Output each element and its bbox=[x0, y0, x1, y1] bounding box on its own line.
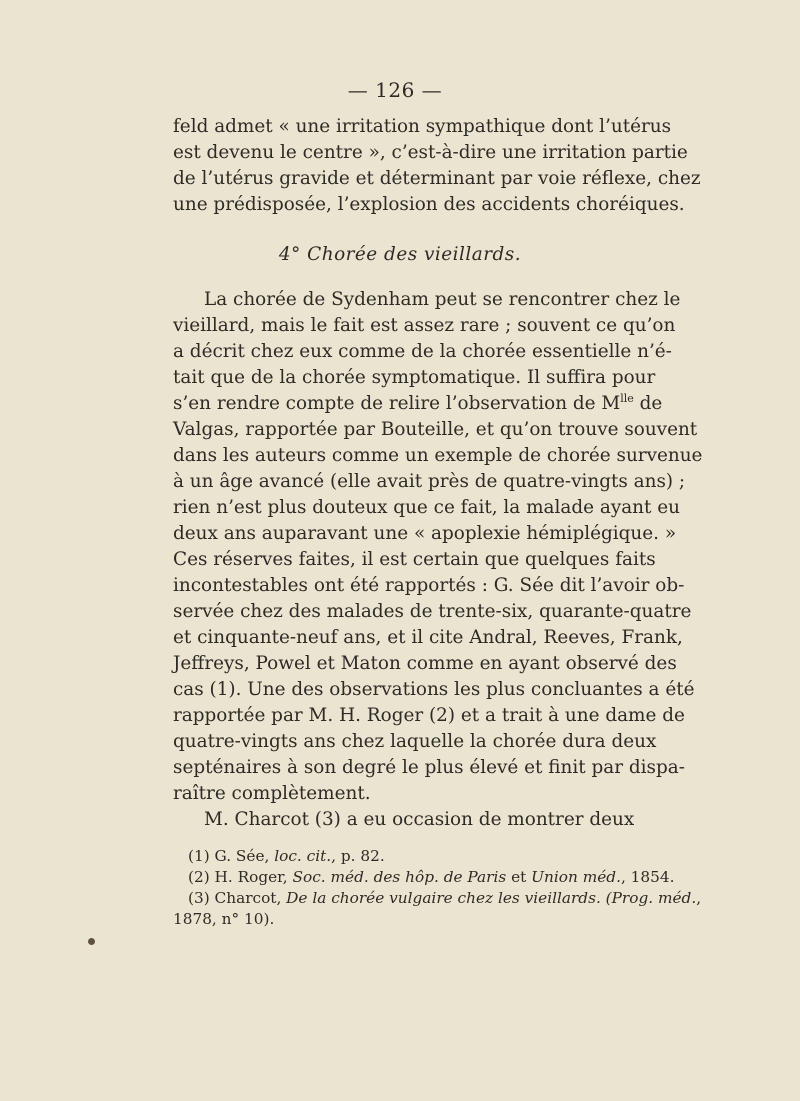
footnote-1 bbox=[188, 846, 640, 867]
text-line: quatre-vingts ans chez laquelle la chorée dura deux bbox=[173, 731, 657, 752]
footnote-text: , p. 82. bbox=[331, 847, 385, 865]
footnote-3 bbox=[188, 888, 702, 909]
text-line: rien n’est plus douteux que ce fait, la malade ayant eu bbox=[173, 497, 680, 518]
footnote-text: et bbox=[506, 868, 532, 886]
text-line: Ces réserves faites, il est certain que quelques faits bbox=[173, 549, 656, 570]
text-line: septénaires à son degré le plus élevé et finit par dispa- bbox=[173, 757, 685, 778]
footnote-text: (3) Charcot, bbox=[188, 889, 287, 907]
text-line: a décrit chez eux comme de la chorée essentielle n’é- bbox=[173, 341, 672, 362]
text-line: deux ans auparavant une « apoplexie hémiplégique. » bbox=[173, 523, 677, 544]
superscript: lle bbox=[620, 392, 634, 405]
section-heading: 4° Chorée des vieillards. bbox=[278, 244, 522, 265]
text-line: vieillard, mais le fait est assez rare ; souvent ce qu’on bbox=[173, 315, 676, 336]
text-line: rapportée par M. H. Roger (2) et a trait à une dame de bbox=[173, 705, 685, 726]
text-line: à un âge avancé (elle avait près de quatre-vingts ans) ; bbox=[173, 471, 686, 492]
text-line: La chorée de Sydenham peut se rencontrer chez le bbox=[204, 289, 681, 310]
text-segment: s’en rendre compte de relire l’observation de M bbox=[173, 393, 621, 414]
footnote-text: (2) H. Roger, bbox=[188, 868, 293, 886]
footnote-3-continued: 1878, n° 10). bbox=[173, 910, 275, 928]
text-line: Valgas, rapportée par Bouteille, et qu’on trouve souvent bbox=[173, 419, 698, 440]
page-number: — 126 — bbox=[347, 78, 443, 102]
footnote-italic: loc. cit. bbox=[274, 847, 332, 865]
text-line: dans les auteurs comme un exemple de chorée survenue bbox=[173, 445, 703, 466]
text-line: tait que de la chorée symptomatique. Il suffira pour bbox=[173, 367, 656, 388]
footnote-text: , bbox=[696, 889, 702, 907]
ink-blot bbox=[88, 938, 95, 945]
footnote-text: (1) G. Sée, bbox=[188, 847, 275, 865]
text-line: feld admet « une irritation sympathique dont l’utérus bbox=[173, 116, 672, 137]
paragraph-charcot: M. Charcot (3) a eu occasion de montrer deux bbox=[204, 809, 635, 830]
text-line: de l’utérus gravide et déterminant par voie réflexe, chez bbox=[173, 168, 701, 189]
text-line: cas (1). Une des observations les plus concluantes a été bbox=[173, 679, 695, 700]
text-line: et cinquante-neuf ans, et il cite Andral, Reeves, Frank, bbox=[173, 627, 683, 648]
footnote-italic: De la chorée vulgaire chez les vieillards. (Prog. méd. bbox=[286, 889, 697, 907]
text-segment: de bbox=[633, 393, 663, 414]
text-line: une prédisposée, l’explosion des accidents choréiques. bbox=[173, 194, 685, 215]
text-line: est devenu le centre », c’est-à-dire une irritation partie bbox=[173, 142, 688, 163]
text-line: Jeffreys, Powel et Maton comme en ayant observé des bbox=[173, 653, 677, 674]
footnote-text: , 1854. bbox=[620, 868, 675, 886]
text-line: raître complètement. bbox=[173, 783, 371, 804]
footnote-italic: Union méd. bbox=[531, 868, 621, 886]
footnote-2 bbox=[188, 867, 675, 888]
text-line: incontestables ont été rapportés : G. Sée dit l’avoir ob- bbox=[173, 575, 685, 596]
text-line bbox=[173, 391, 663, 417]
footnote-italic: Soc. méd. des hôp. de Paris bbox=[292, 868, 507, 886]
text-line: servée chez des malades de trente-six, quarante-quatre bbox=[173, 601, 692, 622]
